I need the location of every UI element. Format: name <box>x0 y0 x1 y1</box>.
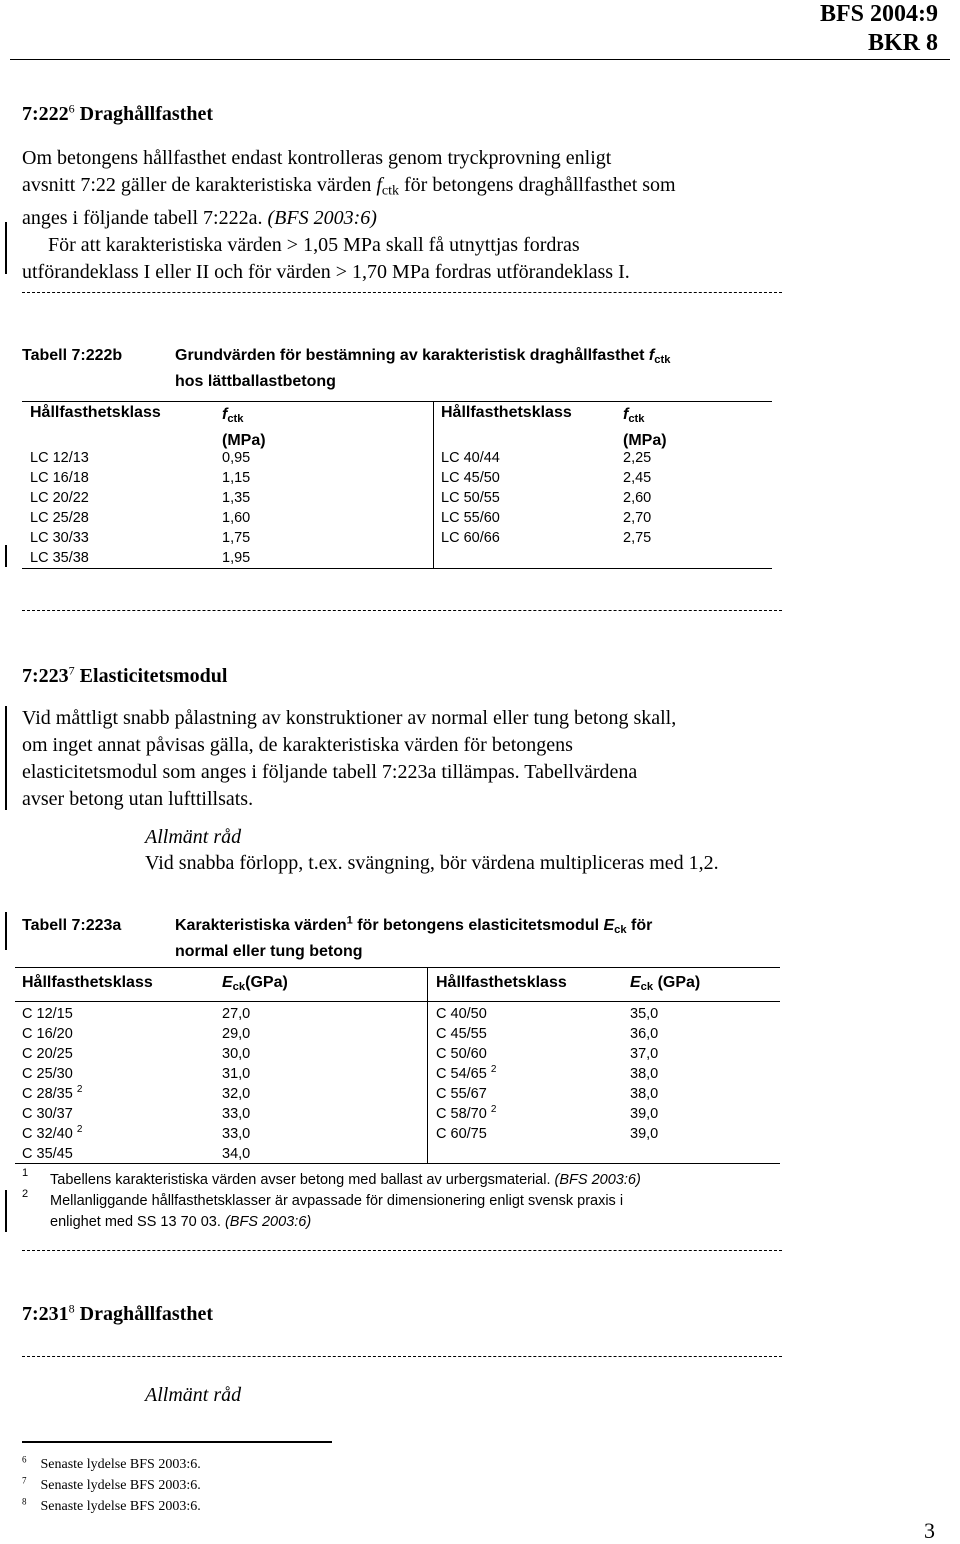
symbol-sub: ck <box>640 980 654 993</box>
t1-right-classes <box>441 448 500 548</box>
column-header-class-right: Hållfasthetsklass <box>441 404 572 421</box>
footnote-number: 8 <box>22 1496 27 1507</box>
table-cell <box>22 1044 82 1064</box>
caption-line: hos lättballastbetong <box>175 372 336 390</box>
note-line: Mellanliggande hållfasthetsklasser är avpassade för dimensionering enligt svensk praxis i <box>50 1193 624 1209</box>
table-label: Tabell 7:223a <box>22 917 122 934</box>
change-bar <box>5 1190 7 1232</box>
table-caption <box>175 345 670 393</box>
t2-left-values <box>222 1004 250 1164</box>
symbol-e: E <box>603 917 615 934</box>
change-bar <box>5 222 7 274</box>
table-note-1 <box>50 1170 641 1191</box>
paragraph-line: För att karakteristiska värden > 1,05 MPa skall få utnyttjas fordras <box>48 233 580 256</box>
t2-right-classes <box>436 1004 496 1144</box>
section-title: Elasticitetsmodul <box>79 665 228 687</box>
paragraph-line: avser betong utan lufttillsats. <box>22 788 254 810</box>
table-cell: LC 45/50 <box>441 470 500 486</box>
class-text: C 50/60 <box>436 1046 487 1062</box>
change-bar <box>5 912 7 950</box>
table-cell: 39,0 <box>630 1126 659 1142</box>
document-code-bfs: BFS 2004:9 <box>819 1 938 27</box>
table-cell: 29,0 <box>222 1026 251 1042</box>
column-header-e-left <box>222 974 288 993</box>
section-7-222-text <box>22 145 676 286</box>
table-cell: 1,95 <box>222 550 251 566</box>
column-header-class-right: Hållfasthetsklass <box>436 974 567 991</box>
symbol-e: E <box>222 974 233 991</box>
class-text: C 30/37 <box>22 1106 73 1122</box>
class-text: C 55/67 <box>436 1086 487 1102</box>
symbol-sub: ck <box>614 923 627 936</box>
header-symbol <box>623 404 667 430</box>
section-title: Draghållfasthet <box>79 1303 213 1325</box>
footnote-text: Senaste lydelse BFS 2003:6. <box>40 1478 201 1493</box>
t1-left-classes <box>30 448 89 568</box>
text-span: för betongens elasticitetsmodul <box>352 917 604 934</box>
paragraph-line: utförandeklass I eller II och för värden > 1,70 MPa fordras utförandeklass I. <box>22 260 630 283</box>
t1-left-values <box>222 448 250 568</box>
text-span: avsnitt 7:22 gäller de karakteristiska värden <box>22 174 377 196</box>
class-text: C 25/30 <box>22 1066 73 1082</box>
table-cell: 34,0 <box>222 1146 251 1162</box>
table-cell: LC 20/22 <box>30 490 89 506</box>
table-cell: 2,75 <box>623 530 652 546</box>
footnote <box>22 1454 201 1475</box>
dashed-separator <box>22 1356 782 1357</box>
symbol-e: E <box>630 974 641 991</box>
paragraph-line: om inget annat påvisas gälla, de karakteristiska värden för betongens <box>22 734 573 756</box>
t1-right-values <box>623 448 651 548</box>
table-cell: 31,0 <box>222 1066 251 1082</box>
class-text: C 28/35 <box>22 1086 73 1102</box>
table-cell: 2,60 <box>623 490 652 506</box>
caption-line: normal eller tung betong <box>175 942 363 960</box>
column-header-e-right <box>630 974 700 993</box>
t2-right-values <box>630 1004 658 1144</box>
text-span: för <box>626 917 653 934</box>
table-label: Tabell 7:222b <box>22 347 123 364</box>
table-cell: 2,45 <box>623 470 652 486</box>
dashed-separator <box>22 1250 782 1251</box>
table-cell <box>22 1124 82 1144</box>
class-text: C 54/65 <box>436 1066 487 1082</box>
table-cell <box>22 1004 82 1024</box>
note-text: enlighet med SS 13 70 03. <box>50 1214 225 1230</box>
paragraph-line <box>22 205 676 232</box>
general-advice-text: Vid snabba förlopp, t.ex. svängning, bör värdena multipliceras med 1,2. <box>145 852 719 874</box>
table-cell <box>22 1084 82 1104</box>
class-text: C 16/20 <box>22 1026 73 1042</box>
table-cell: 33,0 <box>222 1106 251 1122</box>
table-cell: 0,95 <box>222 450 251 466</box>
table-cell <box>436 1124 496 1144</box>
section-number: 7:231 <box>22 1303 69 1325</box>
reference-bfs: (BFS 2003:6) <box>224 1214 312 1230</box>
footnote-ref: 2 <box>490 1064 497 1076</box>
caption-line <box>175 345 670 371</box>
table-cell: LC 30/33 <box>30 530 89 546</box>
caption-line <box>175 915 652 941</box>
table-cell: 38,0 <box>630 1086 659 1102</box>
table-cell: 33,0 <box>222 1126 251 1142</box>
footnote-text: Senaste lydelse BFS 2003:6. <box>40 1457 201 1472</box>
table-note-number: 2 <box>22 1188 29 1200</box>
table-cell: LC 16/18 <box>30 470 89 486</box>
table-cell: 2,25 <box>623 450 652 466</box>
footnote-ref: 6 <box>68 101 75 116</box>
table-cell: 38,0 <box>630 1066 659 1082</box>
table-cell: LC 55/60 <box>441 510 500 526</box>
table-cell: LC 40/44 <box>441 450 500 466</box>
symbol-f: f <box>222 406 228 423</box>
table-cell <box>436 1104 496 1124</box>
column-header-f-left <box>222 404 266 451</box>
class-text: C 35/45 <box>22 1146 73 1162</box>
class-text: C 58/70 <box>436 1106 487 1122</box>
table-cell: 1,75 <box>222 530 251 546</box>
header-unit: (GPa) <box>245 974 288 991</box>
table-cell <box>22 1064 82 1084</box>
class-text: C 45/55 <box>436 1026 487 1042</box>
symbol-sub: ctk <box>628 412 645 425</box>
section-heading-7-231 <box>22 1303 213 1326</box>
reference-bfs: (BFS 2003:6) <box>554 1172 641 1188</box>
column-header-class-left: Hållfasthetsklass <box>30 404 161 421</box>
footnote-ref: 1 <box>346 914 353 927</box>
table-header-rule <box>15 1001 780 1002</box>
table-cell: 35,0 <box>630 1006 659 1022</box>
table-note-2 <box>50 1191 623 1233</box>
column-header-f-right <box>623 404 667 451</box>
footnote-number: 6 <box>22 1454 27 1465</box>
table-top-rule <box>15 967 780 968</box>
general-advice-label: Allmänt råd <box>145 1384 242 1406</box>
table-cell <box>436 1004 496 1024</box>
table-cell: 1,15 <box>222 470 251 486</box>
paragraph-line: Om betongens hållfasthet endast kontrolleras genom tryckprovning enligt <box>22 147 612 169</box>
header-unit: (MPa) <box>222 431 266 449</box>
footnote-number: 7 <box>22 1475 27 1486</box>
text-span: Karakteristiska värden <box>175 917 347 934</box>
general-advice-label: Allmänt råd <box>145 826 242 848</box>
text-span: för betongens draghållfasthet som <box>399 174 676 196</box>
table-cell: 1,35 <box>222 490 251 506</box>
table-cell <box>436 1024 496 1044</box>
class-text: C 40/50 <box>436 1006 487 1022</box>
footnote-ref: 7 <box>68 663 75 678</box>
table-bottom-rule <box>15 1163 780 1164</box>
symbol-sub: ck <box>232 980 246 993</box>
table-cell: LC 12/13 <box>30 450 89 466</box>
table-cell: 2,70 <box>623 510 652 526</box>
table-cell: 32,0 <box>222 1086 251 1102</box>
class-text: C 12/15 <box>22 1006 73 1022</box>
header-unit: (MPa) <box>623 431 667 449</box>
table-note-number: 1 <box>22 1167 29 1179</box>
footnote-text: Senaste lydelse BFS 2003:6. <box>40 1499 201 1514</box>
table-cell: 36,0 <box>630 1026 659 1042</box>
footnote <box>22 1496 201 1517</box>
footnote-ref: 2 <box>76 1084 83 1096</box>
class-text: C 20/25 <box>22 1046 73 1062</box>
class-text: C 60/75 <box>436 1126 487 1142</box>
footnote-ref: 2 <box>490 1104 497 1116</box>
table-divider <box>433 401 434 568</box>
table-cell: 30,0 <box>222 1046 251 1062</box>
header-symbol <box>222 404 266 430</box>
dashed-separator <box>22 292 782 293</box>
symbol-sub: ctk <box>227 412 244 425</box>
table-cell <box>22 1144 82 1164</box>
section-number: 7:223 <box>22 665 69 687</box>
table-cell <box>22 1024 82 1044</box>
note-text: Tabellens karakteristiska värden avser betong med ballast av urbergsmaterial. <box>50 1172 555 1188</box>
change-bar <box>5 545 7 567</box>
table-top-rule <box>22 401 772 402</box>
table-cell <box>436 1084 496 1104</box>
section-7-223-text <box>22 705 676 813</box>
section-heading-7-223 <box>22 665 227 688</box>
section-heading-7-222 <box>22 103 213 126</box>
change-bar <box>5 706 7 810</box>
note-line <box>50 1212 623 1233</box>
section-title: Draghållfasthet <box>79 103 213 125</box>
page-number: 3 <box>924 1518 935 1543</box>
header-rule <box>10 59 950 60</box>
table-cell: LC 35/38 <box>30 550 89 566</box>
table-cell <box>436 1064 496 1084</box>
table-cell: 27,0 <box>222 1006 251 1022</box>
footnote <box>22 1475 201 1496</box>
paragraph-line <box>22 172 676 205</box>
table-cell: 37,0 <box>630 1046 659 1062</box>
table-cell: 39,0 <box>630 1106 659 1122</box>
header-unit: (GPa) <box>653 974 701 991</box>
symbol-f: f <box>648 347 655 364</box>
table-bottom-rule <box>22 568 772 569</box>
section-number: 7:222 <box>22 103 69 125</box>
t2-left-classes <box>22 1004 82 1164</box>
symbol-sub: ctk <box>654 353 671 366</box>
footnote-ref: 2 <box>76 1124 83 1136</box>
table-cell: LC 25/28 <box>30 510 89 526</box>
symbol-f: f <box>376 174 382 196</box>
table-cell <box>22 1104 82 1124</box>
reference-bfs: (BFS 2003:6) <box>267 206 377 229</box>
table-divider <box>427 967 428 1163</box>
symbol-f: f <box>623 406 629 423</box>
text-span: anges i följande tabell 7:222a. <box>22 206 268 229</box>
footnote-ref: 8 <box>68 1301 75 1316</box>
text-span: Grundvärden för bestämning av karakteristisk draghållfasthet <box>175 347 649 364</box>
dashed-separator <box>22 610 782 611</box>
document-code-bkr: BKR 8 <box>867 30 938 56</box>
footnotes <box>22 1454 201 1517</box>
table-cell: LC 50/55 <box>441 490 500 506</box>
table-caption <box>175 915 652 963</box>
paragraph-line: Vid måttligt snabb pålastning av konstruktioner av normal eller tung betong skall, <box>22 707 677 729</box>
table-cell <box>436 1044 496 1064</box>
class-text: C 32/40 <box>22 1126 73 1142</box>
footnote-rule <box>22 1441 332 1443</box>
document-code <box>820 0 938 58</box>
paragraph-line: elasticitetsmodul som anges i följande tabell 7:223a tillämpas. Tabellvärdena <box>22 761 638 783</box>
symbol-sub: ctk <box>381 183 399 199</box>
column-header-class-left: Hållfasthetsklass <box>22 974 153 991</box>
table-cell: LC 60/66 <box>441 530 500 546</box>
table-cell: 1,60 <box>222 510 251 526</box>
